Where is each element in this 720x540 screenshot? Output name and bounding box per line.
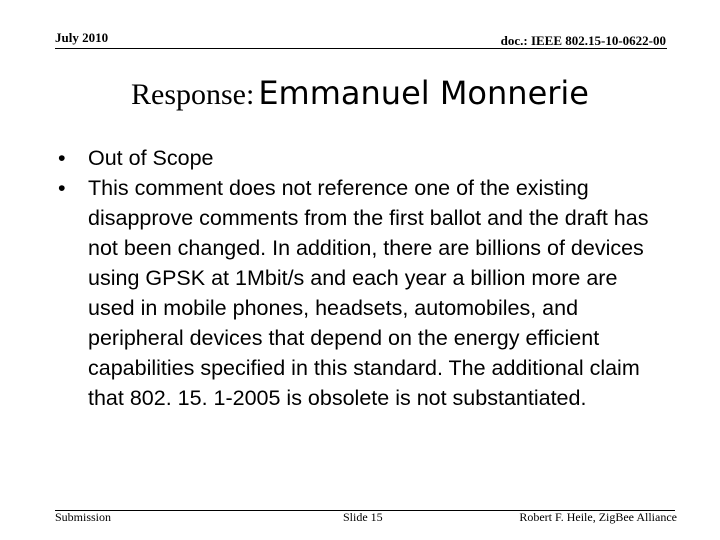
header-date: July 2010 (55, 30, 109, 45)
header-doc-id: doc.: IEEE 802.15-10-0622-00 (500, 33, 666, 48)
title-prefix: Response: (131, 78, 255, 111)
bullet-marker: • (58, 176, 66, 200)
bullet-list (58, 143, 668, 413)
bullet-item (58, 143, 668, 173)
bullet-text: Out of Scope (88, 146, 214, 170)
slide-title (0, 74, 720, 112)
header-divider (55, 48, 667, 49)
title-name: Emmanuel Monnerie (258, 74, 589, 112)
bullet-marker: • (58, 146, 66, 170)
footer-submission: Submission (55, 510, 112, 524)
bullet-text: This comment does not reference one of the existing disapprove comments from the first ballot and the draft has not been changed. In addition, there are billions of devices using GPSK at 1Mbit/s and each year a billion more are used in mobile phones, headsets, automobiles, and peripheral devices that depend on the energy efficient capabilities specified in this standard. The additional claim that 802. 15. 1-2005 is obsolete is not substantiated. (88, 176, 649, 410)
footer-author: Robert F. Heile, ZigBee Alliance (519, 510, 677, 524)
bullet-item (58, 173, 668, 413)
footer-slide-number: Slide 15 (343, 510, 383, 524)
